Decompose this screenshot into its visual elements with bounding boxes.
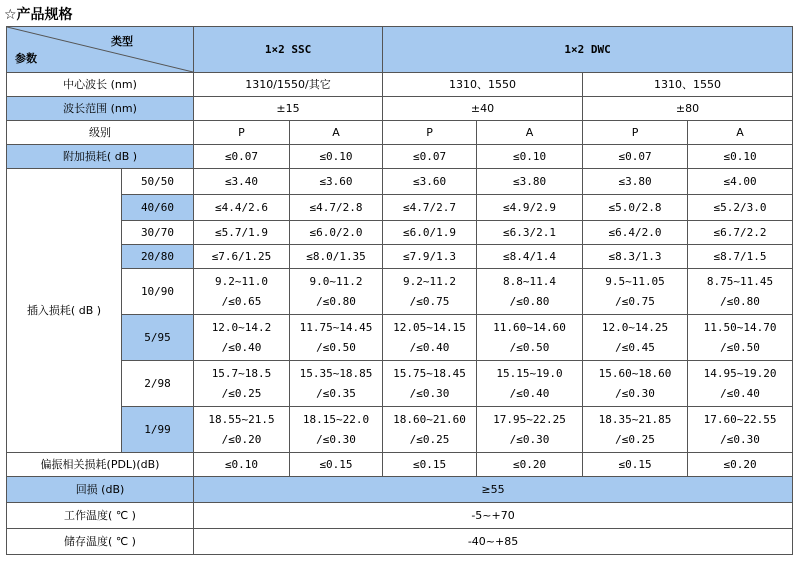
uniformity-value: /≤0.30	[720, 432, 760, 446]
wavelength-range-ssc: ±15	[194, 97, 383, 121]
uniformity-value: /≤0.20	[221, 432, 262, 446]
split-ratio-3: 20/80	[122, 245, 194, 269]
type-label: 类型	[111, 35, 133, 48]
insertion-loss-cell	[477, 315, 583, 361]
insertion-loss-cell	[688, 269, 793, 315]
insertion-loss-cell: ≤6.0/1.9	[383, 221, 477, 245]
row-label-grade: 级别	[7, 121, 194, 145]
grade-cell: A	[290, 121, 383, 145]
insertion-loss-cell: ≤4.4/2.6	[194, 195, 290, 221]
split-ratio-2: 30/70	[122, 221, 194, 245]
insertion-loss-cell	[583, 269, 688, 315]
insertion-loss-cell: ≤4.00	[688, 169, 793, 195]
uniformity-value: /≤0.75	[615, 294, 655, 308]
grade-cell: P	[383, 121, 477, 145]
row-label-return-loss: 回损 (dB)	[7, 477, 194, 503]
uniformity-value: /≤0.50	[720, 340, 760, 354]
range-value: 18.35~21.85	[598, 412, 672, 426]
range-value: 17.95~22.25	[493, 412, 566, 426]
insertion-loss-cell	[290, 315, 383, 361]
insertion-loss-cell: ≤3.60	[383, 169, 477, 195]
insertion-loss-cell: ≤7.6/1.25	[194, 245, 290, 269]
range-value: 18.60~21.60	[393, 412, 466, 426]
uniformity-value: /≤0.80	[720, 294, 760, 308]
insertion-loss-cell	[583, 407, 688, 453]
uniformity-value: /≤0.30	[615, 386, 655, 400]
insertion-loss-cell	[383, 361, 477, 407]
insertion-loss-cell: ≤3.40	[194, 169, 290, 195]
insertion-loss-cell: ≤5.2/3.0	[688, 195, 793, 221]
row-label-excess-loss: 附加损耗( dB )	[7, 145, 194, 169]
insertion-loss-cell	[290, 361, 383, 407]
range-value: 15.60~18.60	[598, 366, 672, 380]
range-value: 12.0~14.2	[211, 320, 272, 334]
insertion-loss-cell: ≤4.9/2.9	[477, 195, 583, 221]
row-label-insertion-loss: 插入损耗( dB )	[7, 169, 122, 453]
insertion-loss-cell	[290, 407, 383, 453]
uniformity-value: /≤0.30	[509, 432, 550, 446]
insertion-loss-cell: ≤7.9/1.3	[383, 245, 477, 269]
range-value: 11.50~14.70	[703, 320, 777, 334]
param-label: 参数	[15, 52, 37, 65]
range-value: 8.75~11.45	[706, 274, 774, 288]
return-loss-value: ≥55	[194, 477, 793, 503]
page-title: ☆产品规格	[4, 7, 73, 23]
range-value: 17.60~22.55	[703, 412, 777, 426]
uniformity-value: /≤0.25	[409, 432, 450, 446]
pdl-cell: ≤0.20	[688, 453, 793, 477]
insertion-loss-cell	[383, 407, 477, 453]
pdl-cell: ≤0.20	[477, 453, 583, 477]
insertion-loss-cell	[194, 315, 290, 361]
range-value: 12.0~14.25	[601, 320, 669, 334]
range-value: 9.2~11.2	[403, 274, 456, 288]
split-ratio-1: 40/60	[122, 195, 194, 221]
insertion-loss-cell	[688, 315, 793, 361]
excess-loss-cell: ≤0.10	[290, 145, 383, 169]
uniformity-value: /≤0.40	[509, 386, 550, 400]
uniformity-value: /≤0.45	[615, 340, 655, 354]
insertion-loss-cell: ≤6.4/2.0	[583, 221, 688, 245]
range-value: 15.35~18.85	[299, 366, 373, 380]
storage-temp-value: -40~+85	[194, 529, 793, 555]
insertion-loss-cell: ≤8.7/1.5	[688, 245, 793, 269]
row-label-operating-temp: 工作温度( ℃ )	[7, 503, 194, 529]
center-wavelength-dwc-1: 1310、1550	[383, 73, 583, 97]
split-ratio-0: 50/50	[122, 169, 194, 195]
excess-loss-cell: ≤0.10	[477, 145, 583, 169]
wavelength-range-dwc-2: ±80	[583, 97, 793, 121]
insertion-loss-cell: ≤6.7/2.2	[688, 221, 793, 245]
group-header-ssc: 1×2 SSC	[194, 27, 383, 73]
center-wavelength-ssc: 1310/1550/其它	[194, 73, 383, 97]
grade-cell: P	[194, 121, 290, 145]
excess-loss-cell: ≤0.07	[194, 145, 290, 169]
spec-table	[6, 26, 793, 555]
range-value: 14.95~19.20	[703, 366, 777, 380]
range-value: 9.0~11.2	[309, 274, 363, 288]
uniformity-value: /≤0.80	[316, 294, 356, 308]
insertion-loss-cell: ≤4.7/2.8	[290, 195, 383, 221]
insertion-loss-cell	[194, 361, 290, 407]
uniformity-value: /≤0.65	[221, 294, 262, 308]
split-ratio-7: 1/99	[122, 407, 194, 453]
insertion-loss-cell: ≤3.80	[477, 169, 583, 195]
uniformity-value: /≤0.80	[509, 294, 550, 308]
insertion-loss-cell	[290, 269, 383, 315]
insertion-loss-cell: ≤4.7/2.7	[383, 195, 477, 221]
excess-loss-cell: ≤0.10	[688, 145, 793, 169]
uniformity-value: /≤0.25	[221, 386, 262, 400]
range-value: 11.60~14.60	[493, 320, 566, 334]
range-value: 9.2~11.0	[215, 274, 268, 288]
uniformity-value: /≤0.40	[720, 386, 760, 400]
insertion-loss-cell	[383, 315, 477, 361]
insertion-loss-cell: ≤3.80	[583, 169, 688, 195]
uniformity-value: /≤0.25	[615, 432, 655, 446]
range-value: 18.55~21.5	[208, 412, 275, 426]
grade-cell: P	[583, 121, 688, 145]
split-ratio-5: 5/95	[122, 315, 194, 361]
insertion-loss-cell: ≤6.3/2.1	[477, 221, 583, 245]
uniformity-value: /≤0.75	[409, 294, 450, 308]
excess-loss-cell: ≤0.07	[583, 145, 688, 169]
insertion-loss-cell: ≤5.0/2.8	[583, 195, 688, 221]
pdl-cell: ≤0.15	[290, 453, 383, 477]
range-value: 15.75~18.45	[393, 366, 466, 380]
insertion-loss-cell: ≤6.0/2.0	[290, 221, 383, 245]
insertion-loss-cell	[194, 269, 290, 315]
uniformity-value: /≤0.50	[316, 340, 356, 354]
operating-temp-value: -5~+70	[194, 503, 793, 529]
range-value: 15.15~19.0	[496, 366, 563, 380]
insertion-loss-cell	[477, 361, 583, 407]
pdl-cell: ≤0.15	[583, 453, 688, 477]
insertion-loss-cell: ≤8.4/1.4	[477, 245, 583, 269]
uniformity-value: /≤0.35	[316, 386, 356, 400]
split-ratio-6: 2/98	[122, 361, 194, 407]
insertion-loss-cell	[583, 315, 688, 361]
insertion-loss-cell: ≤3.60	[290, 169, 383, 195]
uniformity-value: /≤0.50	[509, 340, 550, 354]
row-label-pdl: 偏振相关损耗(PDL)(dB)	[7, 453, 194, 477]
insertion-loss-cell	[688, 407, 793, 453]
insertion-loss-cell	[583, 361, 688, 407]
excess-loss-cell: ≤0.07	[383, 145, 477, 169]
grade-cell: A	[688, 121, 793, 145]
insertion-loss-cell: ≤5.7/1.9	[194, 221, 290, 245]
insertion-loss-cell	[477, 407, 583, 453]
insertion-loss-cell	[477, 269, 583, 315]
insertion-loss-cell	[194, 407, 290, 453]
wavelength-range-dwc-1: ±40	[383, 97, 583, 121]
range-value: 12.05~14.15	[393, 320, 466, 334]
grade-cell: A	[477, 121, 583, 145]
insertion-loss-cell: ≤8.0/1.35	[290, 245, 383, 269]
range-value: 18.15~22.0	[302, 412, 370, 426]
row-label-center-wavelength: 中心波长 (nm)	[7, 73, 194, 97]
group-header-dwc: 1×2 DWC	[383, 27, 793, 73]
range-value: 8.8~11.4	[503, 274, 556, 288]
pdl-cell: ≤0.15	[383, 453, 477, 477]
uniformity-value: /≤0.30	[409, 386, 450, 400]
insertion-loss-cell	[383, 269, 477, 315]
uniformity-value: /≤0.40	[409, 340, 450, 354]
insertion-loss-cell	[688, 361, 793, 407]
row-label-wavelength-range: 波长范围 (nm)	[7, 97, 194, 121]
range-value: 9.5~11.05	[605, 274, 665, 288]
uniformity-value: /≤0.40	[221, 340, 262, 354]
uniformity-value: /≤0.30	[316, 432, 356, 446]
row-label-storage-temp: 储存温度( ℃ )	[7, 529, 194, 555]
center-wavelength-dwc-2: 1310、1550	[583, 73, 793, 97]
range-value: 11.75~14.45	[299, 320, 373, 334]
range-value: 15.7~18.5	[211, 366, 272, 380]
table-corner-header	[7, 27, 194, 73]
pdl-cell: ≤0.10	[194, 453, 290, 477]
insertion-loss-cell: ≤8.3/1.3	[583, 245, 688, 269]
split-ratio-4: 10/90	[122, 269, 194, 315]
